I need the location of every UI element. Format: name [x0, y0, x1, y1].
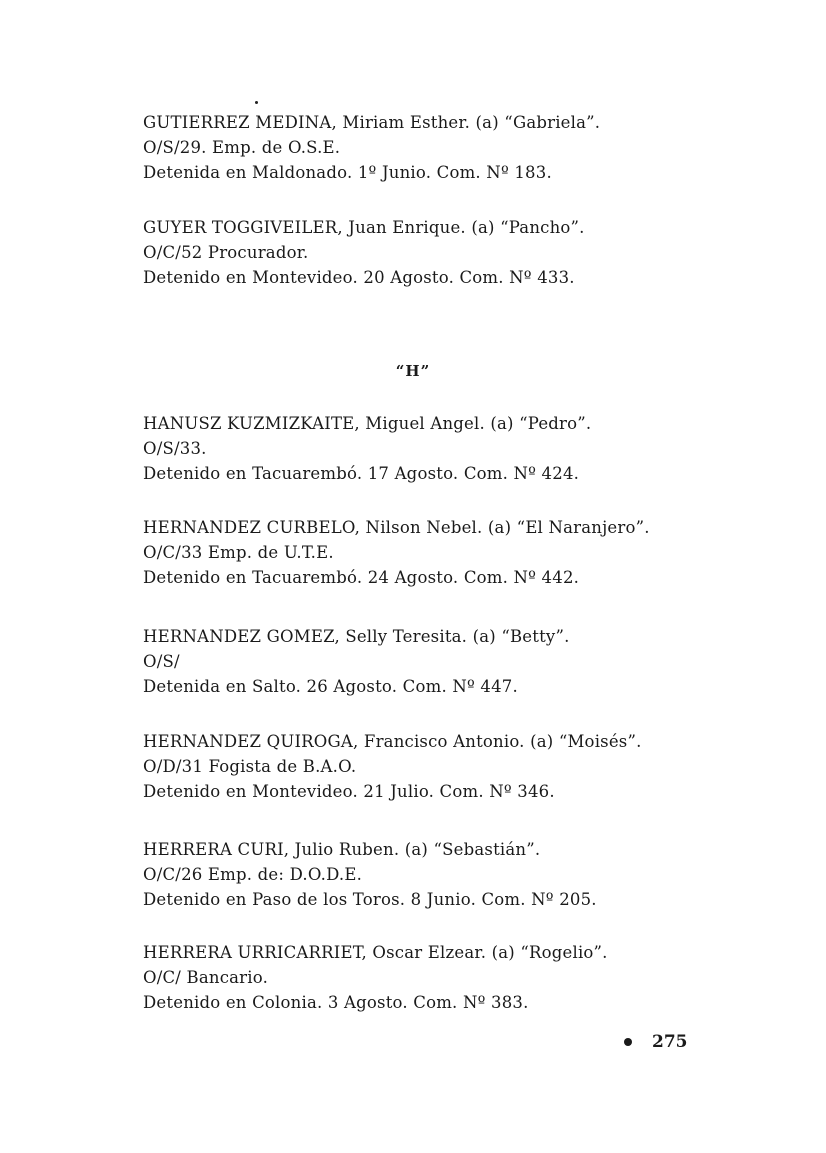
entry-hanusz-kuzmizkaite [143, 411, 743, 486]
bullet-icon [624, 1038, 632, 1046]
page-footer [624, 1032, 688, 1052]
entry-detention: Detenido en Colonia. 3 Agosto. Com. Nº 383. [143, 993, 529, 1012]
entry-herrera-curi [143, 837, 743, 912]
entry-org: O/C/26 Emp. de: D.O.D.E. [143, 865, 363, 884]
entry-org: O/D/31 Fogista de B.A.O. [143, 757, 357, 776]
entry-gutierrez-medina [143, 110, 743, 185]
entry-detention: Detenido en Montevideo. 20 Agosto. Com. Nº 433. [143, 268, 575, 287]
entry-name: HERNANDEZ CURBELO, Nilson Nebel. (a) “El Naranjero”. [143, 518, 650, 537]
section-heading-h: “H” [395, 362, 431, 380]
entry-detention: Detenida en Maldonado. 1º Junio. Com. Nº 183. [143, 163, 552, 182]
entry-name: HERRERA URRICARRIET, Oscar Elzear. (a) “Rogelio”. [143, 943, 608, 962]
entry-name: GUYER TOGGIVEILER, Juan Enrique. (a) “Pancho”. [143, 218, 585, 237]
entry-name: HERNANDEZ QUIROGA, Francisco Antonio. (a) “Moisés”. [143, 732, 642, 751]
entry-org: O/C/52 Procurador. [143, 243, 309, 262]
entry-detention: Detenido en Montevideo. 21 Julio. Com. Nº 346. [143, 782, 555, 801]
entry-detention: Detenido en Tacuarembó. 24 Agosto. Com. Nº 442. [143, 568, 580, 587]
entry-org: O/S/33. [143, 439, 207, 458]
entry-detention: Detenida en Salto. 26 Agosto. Com. Nº 447. [143, 677, 518, 696]
entry-name: HERRERA CURI, Julio Ruben. (a) “Sebastián”. [143, 840, 541, 859]
entry-org: O/C/ Bancario. [143, 968, 269, 987]
entry-herrera-urricarriet [143, 940, 743, 1015]
entry-detention: Detenido en Paso de los Toros. 8 Junio. Com. Nº 205. [143, 890, 597, 909]
entry-name: HANUSZ KUZMIZKAITE, Miguel Angel. (a) “Pedro”. [143, 414, 592, 433]
print-speck [255, 101, 258, 104]
entry-hernandez-curbelo [143, 515, 743, 590]
entry-name: GUTIERREZ MEDINA, Miriam Esther. (a) “Gabriela”. [143, 113, 601, 132]
entry-org: O/S/29. Emp. de O.S.E. [143, 138, 341, 157]
page-number: 275 [652, 1032, 688, 1052]
entry-detention: Detenido en Tacuarembó. 17 Agosto. Com. Nº 424. [143, 464, 580, 483]
entry-org: O/C/33 Emp. de U.T.E. [143, 543, 334, 562]
entry-org: O/S/ [143, 652, 180, 671]
entry-hernandez-gomez [143, 624, 743, 699]
entry-guyer-toggiveiler [143, 215, 743, 290]
entry-hernandez-quiroga [143, 729, 743, 804]
entry-name: HERNANDEZ GOMEZ, Selly Teresita. (a) “Betty”. [143, 627, 570, 646]
